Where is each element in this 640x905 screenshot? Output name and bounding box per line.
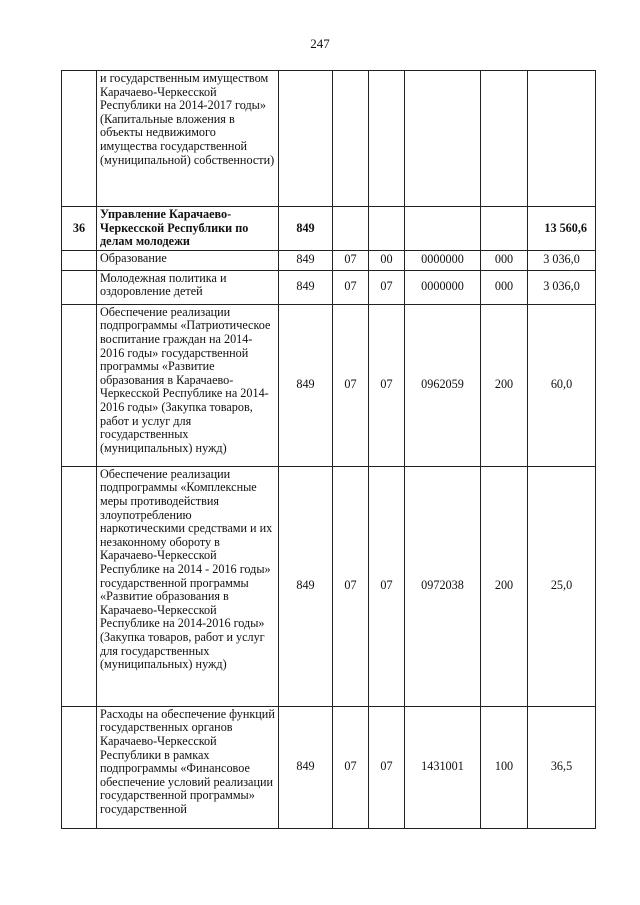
ved-code: 849 <box>279 250 333 270</box>
row-number <box>62 466 97 706</box>
section-code: 07 <box>333 304 369 466</box>
section-code <box>333 71 369 207</box>
amount: 13 560,6 <box>528 207 596 251</box>
expense-type-code: 200 <box>481 304 528 466</box>
expense-type-code: 000 <box>481 250 528 270</box>
ved-code <box>279 71 333 207</box>
target-article-code: 0972038 <box>405 466 481 706</box>
budget-table <box>61 70 596 829</box>
amount: 36,5 <box>528 706 596 828</box>
ved-code: 849 <box>279 270 333 304</box>
row-number <box>62 71 97 207</box>
subsection-code <box>369 207 405 251</box>
subsection-code: 07 <box>369 304 405 466</box>
target-article-code: 0000000 <box>405 270 481 304</box>
amount: 3 036,0 <box>528 250 596 270</box>
amount: 25,0 <box>528 466 596 706</box>
expense-type-code: 200 <box>481 466 528 706</box>
section-code <box>333 207 369 251</box>
subsection-code: 07 <box>369 706 405 828</box>
amount: 3 036,0 <box>528 270 596 304</box>
section-code: 07 <box>333 250 369 270</box>
section-code: 07 <box>333 466 369 706</box>
target-article-code <box>405 207 481 251</box>
page-number: 247 <box>310 36 330 51</box>
row-number <box>62 250 97 270</box>
row-name: Обеспечение реализации подпрограммы «Комплексные меры противодействия злоупотреблению наркотическими средствами и их незаконному обороту в Карачаево-Черкесской Республике на 2014 - 2016 годы» государственной программы «Развитие образования в Карачаево-Черкесской Республике на 2014-2016 годы» (Закупка товаров, работ и услуг для государственных (муниципальных) нужд) <box>97 466 279 706</box>
section-code: 07 <box>333 270 369 304</box>
table-row <box>62 706 596 828</box>
table-row <box>62 71 596 207</box>
expense-type-code <box>481 207 528 251</box>
ved-code: 849 <box>279 304 333 466</box>
row-number <box>62 270 97 304</box>
row-number <box>62 304 97 466</box>
row-name: Образование <box>97 250 279 270</box>
target-article-code: 0000000 <box>405 250 481 270</box>
table-row <box>62 207 596 251</box>
amount: 60,0 <box>528 304 596 466</box>
ved-code: 849 <box>279 706 333 828</box>
amount <box>528 71 596 207</box>
expense-type-code: 100 <box>481 706 528 828</box>
row-name: Расходы на обеспечение функций государственных органов Карачаево-Черкесской Республики в рамках подпрограммы «Финансовое обеспечение условий реализации государственной программы» государственной <box>97 706 279 828</box>
expense-type-code <box>481 71 528 207</box>
target-article-code: 1431001 <box>405 706 481 828</box>
ved-code: 849 <box>279 207 333 251</box>
subsection-code: 07 <box>369 270 405 304</box>
row-number: 36 <box>62 207 97 251</box>
target-article-code <box>405 71 481 207</box>
table-row <box>62 270 596 304</box>
subsection-code: 07 <box>369 466 405 706</box>
expense-type-code: 000 <box>481 270 528 304</box>
row-name: и государственным имуществом Карачаево-Черкесской Республики на 2014-2017 годы» (Капитальные вложения в объекты недвижимого имущества государственной (муниципальной) собственности) <box>97 71 279 207</box>
table-row <box>62 304 596 466</box>
section-code: 07 <box>333 706 369 828</box>
row-name: Молодежная политика и оздоровление детей <box>97 270 279 304</box>
ved-code: 849 <box>279 466 333 706</box>
target-article-code: 0962059 <box>405 304 481 466</box>
subsection-code <box>369 71 405 207</box>
row-name: Управление Карачаево-Черкесской Республики по делам молодежи <box>97 207 279 251</box>
table-row <box>62 250 596 270</box>
subsection-code: 00 <box>369 250 405 270</box>
row-number <box>62 706 97 828</box>
table-row <box>62 466 596 706</box>
row-name: Обеспечение реализации подпрограммы «Патриотическое воспитание граждан на 2014-2016 годы» государственной программы «Развитие образования в Карачаево-Черкесской Республике на 2014-2016 годы» (Закупка товаров, работ и услуг для государственных (муниципальных) нужд) <box>97 304 279 466</box>
